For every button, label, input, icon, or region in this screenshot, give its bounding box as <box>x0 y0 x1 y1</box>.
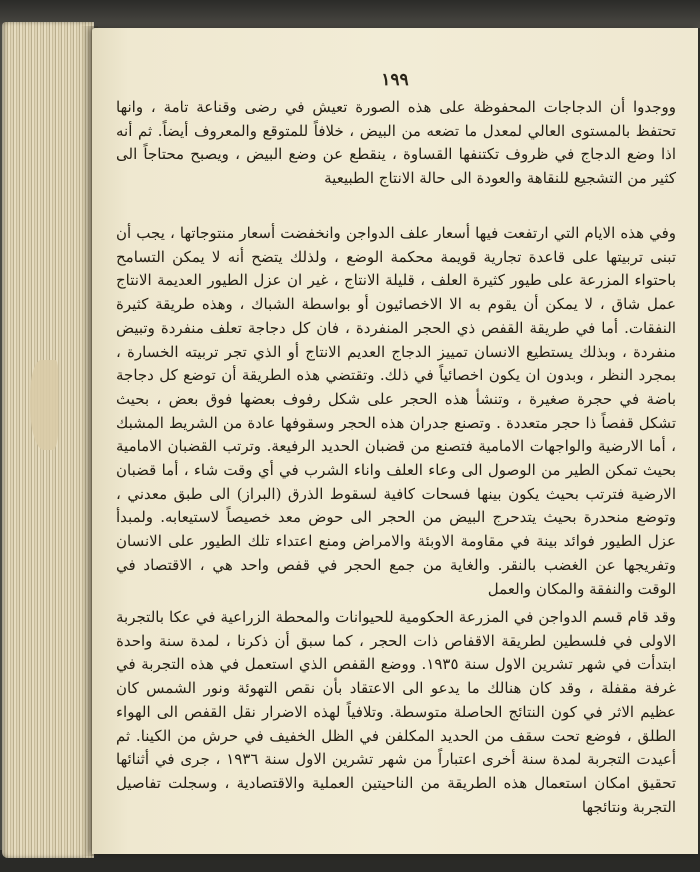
paragraph-2 <box>116 222 676 601</box>
page-number: ١٩٩ <box>381 70 409 90</box>
paragraph-1-text: ووجدوا أن الدجاجات المحفوظة على هذه الصورة تعيش في رضى وقناعة تامة ، وانها تحتفظ بالمستوى العالي لمعدل ما تضعه من البيض ، خلافاً للمتوقع والمعروف أيضاً. ثم أنه اذا وضع الدجاج في ظروف تكتنفها القساوة ، ينقطع عن وضع البيض ، ويصبح محتاجاً الى كثير من التشجيع للنقاهة والعودة الى حالة الانتاج الطبيعية <box>116 98 676 188</box>
paragraph-2-text: وفي هذه الايام التي ارتفعت فيها أسعار علف الدواجن وانخفضت أسعار منتوجاتها ، يجب أن تبنى تربيتها على قاعدة تجارية قويمة محكمة الوضع ، ولذلك يتضح أنه لا يمكن التسامح باحتواء المزرعة على طيور كثيرة العلف ، قليلة الانتاج ، غير ان عزل الطيور العديمة الانتاج عمل شاق ، لا يمكن أن يقوم به الا الاخصائيون أو بواسطة الشباك ، وهذه طريقة كثيرة النفقات. أما في طريقة القفص ذي الحجر المنفردة ، فان كل دجاجة تعلف منفردة وتبيض منفردة ، وبذلك يستطيع الانسان تمييز الدجاج العديم الانتاج أو الذي تجر تربيته الخسارة ، بمجرد النظر ، وبدون ان يكون اخصائياً في ذلك. وتقتضي هذه الطريقة أن توضع كل دجاجة باضة في حجرة صغيرة ، وتنشأ هذه الحجر على شكل رفوف بعضها فوق بعض ، بحيث تشكل قفصاً ذا حجر متعددة . وتصنع جدران هذه الحجر وسقوفها عادة من الشريط المشبك ، أما الارضية والواجهات الامامية فتصنع من قضبان الحديد الرفيعة. وترتب القضبان الامامية بحيث تمكن الطير من الوصول الى وعاء العلف واناء الشرب في أي وقت شاء ، أما قضبان الارضية فترتب بحيث يكون بينها فسحات كافية لسقوط الذرق (البراز) الى طبق معدني ، وتوضع منحدرة بحيث يتدحرج البيض من الحجر الى حوض معد خصيصاً لاستيعابه. ولمبدأ عزل الطيور فوائد بينة في مقاومة الاوبئة والامراض ومنع اعتداء تلك الطيور على الانسان وتفريجها عن الغضب بالنقر. والغاية من جمع الحجر في قفص واحد هي ، الاقتصاد في الوقت والنفقة والمكان والعمل <box>116 224 676 598</box>
paragraph-1 <box>116 96 676 191</box>
paragraph-3 <box>116 606 676 819</box>
book-page <box>92 28 698 854</box>
top-shadow <box>0 0 700 28</box>
paragraph-3-text: وقد قام قسم الدواجن في المزرعة الحكومية للحيوانات والمحطة الزراعية في عكا بالتجربة الاولى في فلسطين لطريقة الاقفاص ذات الحجر ، كما سبق أن ذكرنا ، لمدة سنة واحدة ابتدأت في شهر تشرين الاول سنة ١٩٣٥. ووضع القفص الذي استعمل في هذه التجربة في غرفة مقفلة ، وقد كان هنالك ما يدعو الى الاعتقاد بأن نقص التهوئة ونور الشمس كان عظيم الاثر في كون النتائج الحاصلة متوسطة. وتلافياً لهذه الاضرار نقل القفص الى الهواء الطلق ، فوضع تحت سقف من الحديد المكلفن في الظل الخفيف في حرش من الكينا. ثم أعيدت التجربة لمدة سنة أخرى اعتباراً من شهر تشرين الاول سنة ١٩٣٦ ، جرى في أثنائها تحقيق امكان استعمال هذه الطريقة من الناحيتين العملية والاقتصادية ، وسجلت تفاصيل التجربة ونتائجها <box>116 608 676 816</box>
torn-page-edge <box>30 360 58 450</box>
